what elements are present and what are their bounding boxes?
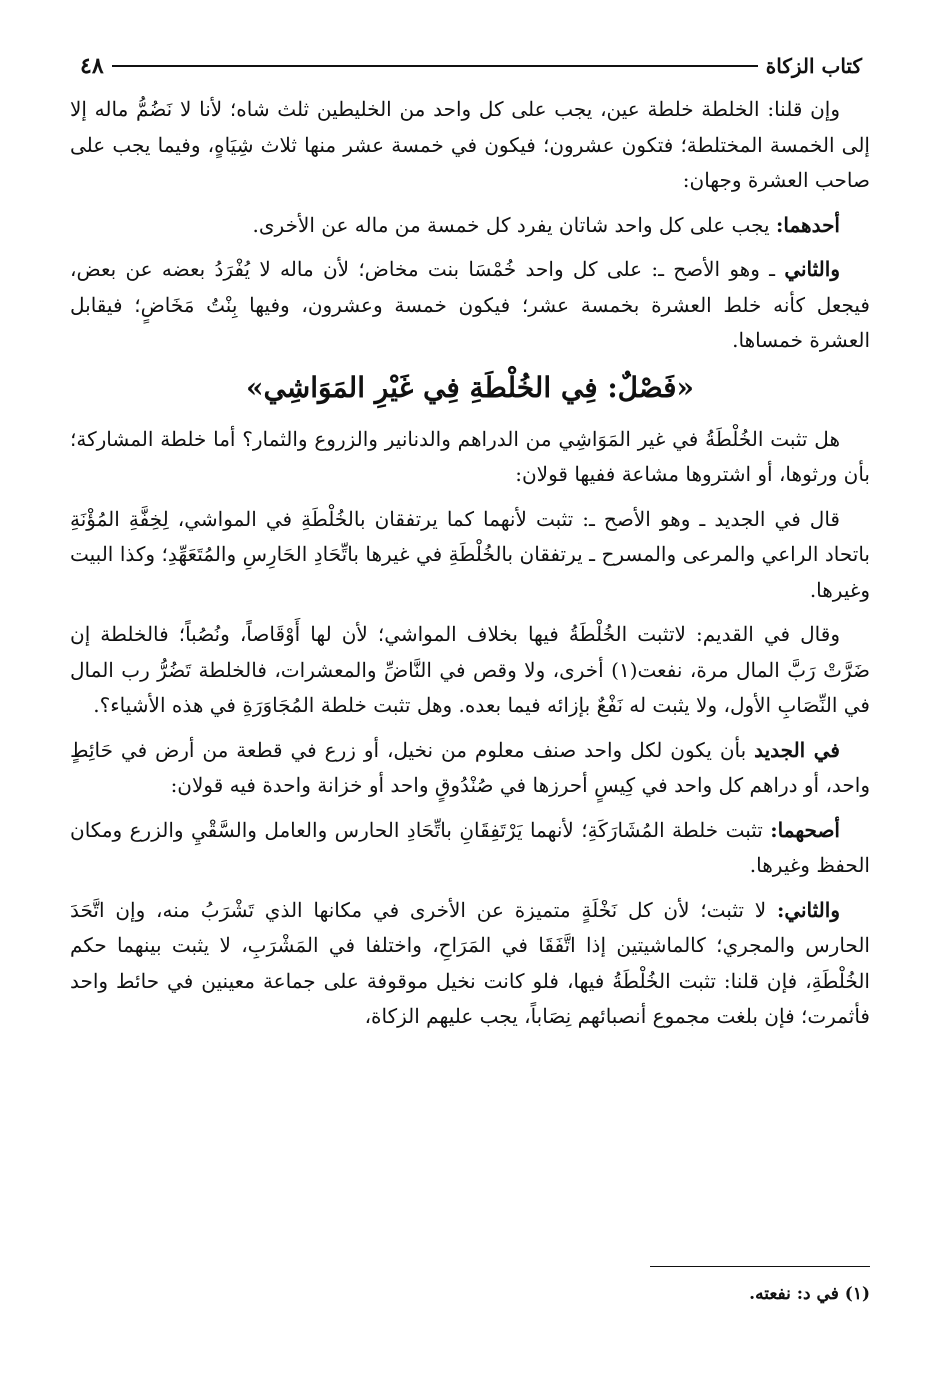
- paragraph: [70, 733, 870, 804]
- page-number: ٤٨: [80, 53, 104, 79]
- page-header: [70, 46, 870, 86]
- paragraph: [70, 252, 870, 359]
- paragraph: [70, 502, 870, 609]
- header-rule: [112, 65, 758, 67]
- paragraph: [70, 813, 870, 884]
- paragraph-lead: والثاني: [784, 257, 840, 281]
- paragraph: [70, 92, 870, 199]
- paragraph-text: هل تثبت الخُلْطَةُ في غير المَوَاشِي من الدراهم والدنانير والزروع والثمار؟ أما خلطة المشاركة؛ بأن ورثوها، أو اشتروها مشاعة ففيها قولان:: [70, 426, 870, 486]
- paragraph-text: وقال في القديم: لاتثبت الخُلْطَةُ فيها بخلاف المواشي؛ لأن لها أَوْقَاصاً، ونُصُباً؛ فالخلطة إن ضَرَّتْ رَبَّ المال مرة، نفعت(١) أخرى، ولا وقص في النَّاضِّ والمعشرات، فالخلطة تَضُرُّ رب المال في النِّصَابِ الأول، ولا يثبت له نَفْعٌ بإزائه فيما بعده. وهل تثبت خلطة المُجَاوَرَةِ في هذه الأشياء؟.: [70, 622, 870, 717]
- paragraph-text: يجب على كل واحد شاتان يفرد كل خمسة من ماله عن الأخرى.: [252, 212, 776, 237]
- paragraph: [70, 422, 870, 493]
- paragraph-lead: أصحهما:: [770, 817, 840, 842]
- paragraph-text: وإن قلنا: الخلطة خلطة عين، يجب على كل واحد من الخليطين ثلث شاه؛ لأنا لا نَضُمُّ ماله إلا إلى الخمسة المختلطة؛ فتكون عشرون؛ فيكون في خمسة عشر منها ثلاث شِيَاهٍ، وفيما يجب على صاحب العشرة وجهان:: [70, 97, 870, 192]
- paragraph-lead: في الجديد: [754, 737, 840, 762]
- footnote: (١) في د: نفعته.: [749, 1284, 870, 1304]
- paragraph-lead: أحدهما:: [775, 212, 840, 237]
- paragraph-text: تثبت خلطة المُشَارَكَةِ؛ لأنهما يَرْتَفِقَانِ باتِّحَادِ الحارس والعامل والسَّقْيِ والزرع ومكان الحفظ وغيرها.: [70, 817, 870, 877]
- paragraph-text: بأن يكون لكل واحد صنف معلوم من نخيل، أو زرع في قطعة من أرض في حَائِطٍ واحد، أو دراهم كل واحد في كِيسٍ أحرزها في صُنْدُوقٍ واحد أو خزانة واحدة فيه قولان:: [70, 737, 870, 797]
- paragraph-text: قال في الجديد ـ وهو الأصح ـ: تثبت لأنهما كما يرتفقان بالخُلْطَةِ في المواشي، لِخِفَّةِ المُؤْنَةِ باتحاد الراعي والمرعى والمسرح ـ يرتفقان بالخُلْطَةِ في غيرها باتِّحَادِ الحَارِسِ والمُتَعَهِّدِ؛ وكذا البيت وغيرها.: [70, 506, 870, 602]
- paragraph: [70, 617, 870, 724]
- running-title: كتاب الزكاة: [765, 54, 862, 78]
- paragraph: [70, 893, 870, 1035]
- main-text: [70, 92, 870, 1035]
- book-page: [70, 46, 870, 1336]
- section-title: «فَصْلٌ: فِي الخُلْطَةِ فِي غَيْرِ المَوَاشِي»: [245, 370, 695, 404]
- paragraph: [70, 208, 870, 244]
- paragraph-text: لا تثبت؛ لأن كل نَخْلَةٍ متميزة عن الأخرى في مكانها الذي تَشْرَبُ منه، وإن اتَّحَدَ الحارس والمجري؛ كالماشيتين إذا اتَّفَقَا في المَرَاحِ، واختلفا في المَشْرَبِ، لا يثبت بينهما حكم الخُلْطَةِ، فإن قلنا: تثبت الخُلْطَةُ فيها، فلو كانت نخيل موقوفة على جماعة معينين في حائط واحد فأثمرت؛ فإن بلغت مجموع أنصبائهم نِصَاباً، يجب عليهم الزكاة،: [70, 897, 870, 1028]
- footnote-rule: [650, 1266, 870, 1267]
- paragraph-text: ـ وهو الأصح ـ: على كل واحد خُمْسَا بنت مخاض؛ لأن ماله لا يُفْرَدُ بعضه عن بعض، فيجعل كأنه خلط العشرة بخمسة عشر؛ فيكون خمسة وعشرون، وفيها بِنْتُ مَخَاضٍ؛ فيقابل العشرة خمساها.: [70, 257, 870, 352]
- paragraph-lead: والثاني:: [776, 897, 840, 922]
